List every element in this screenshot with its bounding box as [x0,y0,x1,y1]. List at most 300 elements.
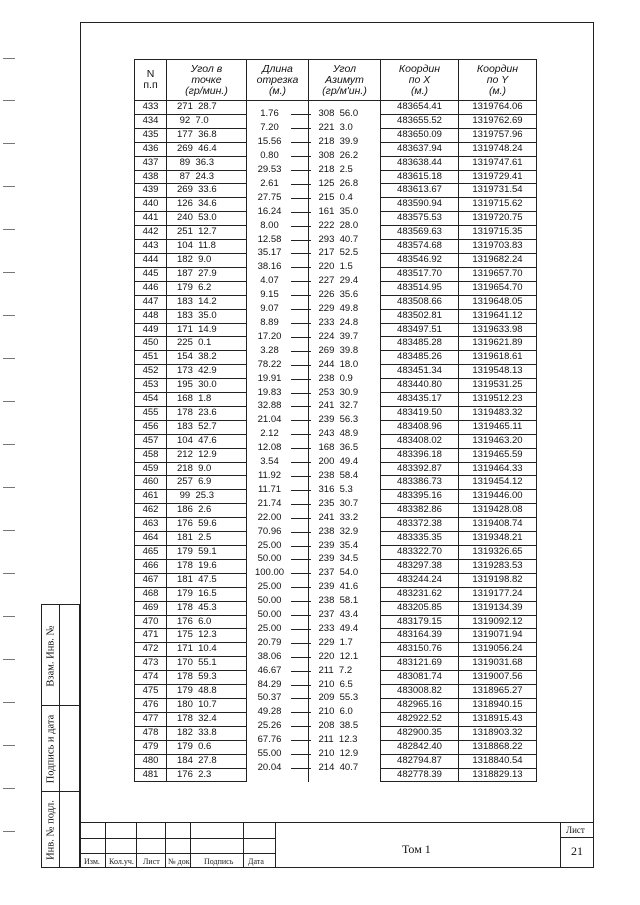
segment-azimuth: 227 29.4 [318,275,359,287]
segment-azimuth: 210 6.0 [318,706,353,718]
point-number: 457 [135,434,167,448]
segment-length: 21.04 [257,414,282,426]
segment-azimuth: 218 39.9 [318,136,359,148]
coord-y: 1319326.65 [459,546,537,560]
segment-azimuth: 238 58.1 [318,595,359,607]
point-number: 470 [135,615,167,629]
segment-length: 7.20 [260,122,279,134]
segment-tick [291,685,311,686]
segment-length: 78.22 [257,358,282,370]
segment-azimuth: 214 40.7 [318,762,359,773]
segment-azimuth: 217 52.5 [318,247,359,259]
point-number: 480 [135,754,167,768]
point-angle: 179 0.6 [167,740,247,754]
segment-tick [291,379,311,380]
coord-y: 1319512.23 [459,393,537,407]
point-angle: 179 6.2 [167,281,247,295]
segment-tick [291,476,311,477]
point-number: 463 [135,518,167,532]
segment-tick [291,281,311,282]
segment-length: 55.00 [257,748,282,760]
margin-mark [3,659,15,660]
segment-azimuth: 229 49.8 [318,303,359,315]
coord-x: 483485.26 [381,351,459,365]
point-number: 462 [135,504,167,518]
segment-length: 70.96 [257,525,282,537]
segment-azimuth: 316 5.3 [318,483,353,495]
coord-x: 483440.80 [381,379,459,393]
margin-mark [3,100,15,101]
margin-mark [3,444,15,445]
coord-x: 483613.67 [381,184,459,198]
segment-length: 50.00 [257,609,282,621]
segment-length: 67.76 [257,734,282,746]
segment-tick [291,532,311,533]
point-angle: 175 12.3 [167,629,247,643]
segment-tick [291,267,311,268]
segment-azimuth: 222 28.0 [318,219,359,231]
margin-mark [3,487,15,488]
segment-length: 11.92 [257,469,282,481]
tb-list: Лист [143,857,160,866]
point-number: 447 [135,295,167,309]
point-angle: 177 36.8 [167,128,247,142]
point-number: 441 [135,212,167,226]
segment-azimuth: 239 34.5 [318,553,359,565]
coord-x: 483638.44 [381,156,459,170]
col-header-n: N п.п [135,60,167,101]
coord-x: 483569.63 [381,226,459,240]
segment-length: 20.04 [257,762,282,773]
coord-x: 483395.16 [381,490,459,504]
coord-x: 483081.74 [381,671,459,685]
margin-mark [3,702,15,703]
point-angle: 92 7.0 [167,114,247,128]
segment-tick [291,462,311,463]
coord-y: 1319715.35 [459,226,537,240]
point-number: 454 [135,393,167,407]
point-angle: 240 53.0 [167,212,247,226]
point-angle: 104 47.6 [167,434,247,448]
coord-y: 1319757.96 [459,128,537,142]
point-angle: 178 59.3 [167,671,247,685]
coord-x: 483372.38 [381,518,459,532]
segment-tick [291,406,311,407]
coord-y: 1319465.59 [459,448,537,462]
point-number: 458 [135,448,167,462]
point-angle: 181 47.5 [167,573,247,587]
coord-x: 483654.41 [381,101,459,115]
segment-length: 38.06 [257,650,282,662]
point-angle: 269 33.6 [167,184,247,198]
segment-tick [291,226,311,227]
point-number: 450 [135,337,167,351]
segment-tick [291,559,311,560]
segment-tick [291,198,311,199]
coord-x: 483322.70 [381,546,459,560]
point-angle: 182 33.8 [167,726,247,740]
segment-azimuth: 235 30.7 [318,497,359,509]
point-angle: 181 2.5 [167,532,247,546]
margin-mark [3,229,15,230]
segment-tick [291,657,311,658]
point-angle: 176 6.0 [167,615,247,629]
point-number: 475 [135,685,167,699]
coord-x: 482965.16 [381,698,459,712]
segment-length: 50.00 [257,595,282,607]
coord-y: 1319483.32 [459,406,537,420]
point-angle: 178 32.4 [167,712,247,726]
coord-x: 483386.73 [381,476,459,490]
segment-azimuth: 226 35.6 [318,289,359,301]
point-angle: 183 52.7 [167,420,247,434]
point-angle: 187 27.9 [167,267,247,281]
coord-y: 1319703.83 [459,240,537,254]
segment-length: 19.91 [257,372,282,384]
coord-x: 483502.81 [381,309,459,323]
segment-length: 0.80 [260,150,279,162]
segment-length: 17.20 [257,330,282,342]
segment-azimuth: 221 3.0 [318,122,353,134]
coord-y: 1319134.39 [459,601,537,615]
segment-tick [291,518,311,519]
margin-mark [3,58,15,59]
segment-tick [291,573,311,574]
coord-x: 483485.28 [381,337,459,351]
coord-x: 483297.38 [381,559,459,573]
coord-x: 483575.53 [381,212,459,226]
margin-mark [3,401,15,402]
segment-tick [291,546,311,547]
segment-tick [291,740,311,741]
tb-page-number: 21 [571,844,583,858]
point-number: 456 [135,420,167,434]
coord-x: 483179.15 [381,615,459,629]
segment-azimuth: 239 56.3 [318,414,359,426]
point-angle: 178 45.3 [167,601,247,615]
segment-azimuth: 243 48.9 [318,428,359,440]
segment-length: 4.07 [260,275,279,287]
point-number: 460 [135,476,167,490]
coord-x: 483244.24 [381,573,459,587]
segment-azimuth: 220 12.1 [318,650,359,662]
segment-azimuth: 210 6.5 [318,678,353,690]
coord-y: 1319071.94 [459,629,537,643]
coord-x: 483655.52 [381,114,459,128]
point-number: 473 [135,657,167,671]
segment-azimuth: 168 36.5 [318,442,359,454]
coord-y: 1319747.61 [459,156,537,170]
margin-mark [3,315,15,316]
point-number: 443 [135,240,167,254]
coord-y: 1319454.12 [459,476,537,490]
segment-tick [291,615,311,616]
segment-azimuth: 238 32.9 [318,525,359,537]
segment-tick [291,434,311,435]
point-number: 459 [135,462,167,476]
margin-mark [3,745,15,746]
coord-y: 1319198.82 [459,573,537,587]
coord-y: 1318940.15 [459,698,537,712]
coord-y: 1319720.75 [459,212,537,226]
table-header-row [135,60,537,101]
point-number: 438 [135,170,167,184]
col-header-angle: Угол в точке (гр/мин.) [167,60,247,101]
segment-azimuth: 218 2.5 [318,164,353,176]
segment-tick [291,170,311,171]
point-angle: 171 14.9 [167,323,247,337]
side-box-podpis [41,706,80,792]
coord-x: 483615.18 [381,170,459,184]
segment-tick [291,295,311,296]
segment-length: 11.71 [257,483,282,495]
segment-length: 38.16 [257,261,282,273]
coord-x: 483514.95 [381,281,459,295]
segment-length: 84.29 [257,678,282,690]
coord-y: 1319657.70 [459,267,537,281]
point-number: 451 [135,351,167,365]
coord-y: 1319177.24 [459,587,537,601]
segment-azimuth: 239 35.4 [318,539,359,551]
segment-tick [291,754,311,755]
side-label-podpis: Подпись и дата [45,714,57,784]
segment-tick [291,504,311,505]
point-number: 461 [135,490,167,504]
coord-y: 1318965.27 [459,685,537,699]
coord-y: 1319348.21 [459,532,537,546]
segment-length: 32.88 [257,400,282,412]
point-angle: 182 9.0 [167,253,247,267]
segment-tick [291,643,311,644]
segment-azimuth: 237 54.0 [318,567,359,579]
coord-x: 482778.39 [381,768,459,782]
segment-length: 9.15 [260,289,279,301]
coord-y: 1319092.12 [459,615,537,629]
margin-mark [3,788,15,789]
coord-x: 482922.52 [381,712,459,726]
coord-x: 483574.68 [381,240,459,254]
segment-azimuth: 239 41.6 [318,581,359,593]
point-angle: 170 55.1 [167,657,247,671]
coord-y: 1319682.24 [459,253,537,267]
point-number: 479 [135,740,167,754]
point-number: 436 [135,142,167,156]
segment-tick [291,309,311,310]
segment-length: 12.58 [257,233,282,245]
coord-x: 483164.39 [381,629,459,643]
coord-x: 483435.17 [381,393,459,407]
point-angle: 269 46.4 [167,142,247,156]
point-number: 455 [135,406,167,420]
margin-mark [3,272,15,273]
segment-azimuth: 200 49.4 [318,456,359,468]
col-header-y: Координ по Y (м.) [459,60,537,101]
point-number: 446 [135,281,167,295]
coord-y: 1319465.11 [459,420,537,434]
point-number: 444 [135,253,167,267]
segment-length: 27.75 [257,191,282,203]
segment-length: 1.76 [260,108,279,120]
point-angle: 104 11.8 [167,240,247,254]
segment-length: 49.28 [257,706,282,718]
segment-azimuth: 125 26.8 [318,177,359,189]
point-angle: 183 35.0 [167,309,247,323]
coord-x: 483419.50 [381,406,459,420]
segment-length: 15.56 [257,136,282,148]
point-number: 435 [135,128,167,142]
coord-x: 483408.02 [381,434,459,448]
point-angle: 176 2.3 [167,768,247,782]
point-angle: 154 38.2 [167,351,247,365]
segment-azimuth: 215 0.4 [318,191,353,203]
segment-tick [291,601,311,602]
segment-tick [291,253,311,254]
segment-tick [291,114,311,115]
coord-y: 1319618.61 [459,351,537,365]
point-angle: 178 19.6 [167,559,247,573]
segment-azimuth: 209 55.3 [318,692,359,704]
coord-y: 1319056.24 [459,643,537,657]
point-angle: 99 25.3 [167,490,247,504]
coord-y: 1319748.24 [459,142,537,156]
segment-length: 3.54 [260,456,279,468]
point-number: 468 [135,587,167,601]
point-angle: 225 0.1 [167,337,247,351]
segment-tick [291,184,311,185]
segment-tick [291,629,311,630]
coord-y: 1318915.43 [459,712,537,726]
point-number: 472 [135,643,167,657]
point-angle: 195 30.0 [167,379,247,393]
coord-x: 483408.96 [381,420,459,434]
segment-tick [291,587,311,588]
coord-x: 483382.86 [381,504,459,518]
point-angle: 183 14.2 [167,295,247,309]
segment-tick [291,393,311,394]
point-angle: 126 34.6 [167,198,247,212]
point-number: 437 [135,156,167,170]
point-angle: 212 12.9 [167,448,247,462]
point-number: 440 [135,198,167,212]
segment-tick [291,156,311,157]
segment-tick [291,712,311,713]
segment-length: 25.00 [257,622,282,634]
tb-izm: Изм. [84,857,100,866]
coord-x: 483650.09 [381,128,459,142]
coord-y: 1319007.56 [459,671,537,685]
segment-length: 8.00 [260,219,279,231]
point-number: 434 [135,114,167,128]
margin-mark [3,616,15,617]
coord-y: 1318903.32 [459,726,537,740]
segment-tick [291,768,311,769]
point-angle: 178 23.6 [167,406,247,420]
margin-mark [3,143,15,144]
coord-x: 483451.34 [381,365,459,379]
side-box-inv [41,792,80,868]
point-angle: 179 16.5 [167,587,247,601]
segment-tick [291,240,311,241]
segment-length: 50.00 [257,553,282,565]
segment-azimuth: 211 12.3 [318,734,358,746]
coord-y: 1318829.13 [459,768,537,782]
coord-x: 482842.40 [381,740,459,754]
coord-x: 483396.18 [381,448,459,462]
segment-length: 100.00 [254,567,285,579]
point-number: 466 [135,559,167,573]
coord-x: 483637.94 [381,142,459,156]
segment-length: 12.08 [257,442,282,454]
coord-y: 1319463.20 [459,434,537,448]
point-number: 439 [135,184,167,198]
point-number: 433 [135,101,167,115]
segment-length: 20.79 [257,636,282,648]
point-number: 452 [135,365,167,379]
segment-azimuth: 233 24.8 [318,317,359,328]
segment-length: 46.67 [257,664,282,676]
point-number: 467 [135,573,167,587]
segment-azimuth: 161 35.0 [318,205,359,217]
segment-tick [291,323,311,324]
point-angle: 179 59.1 [167,546,247,560]
segment-tick [291,671,311,672]
coord-x: 483508.66 [381,295,459,309]
tb-list-header: Лист [566,825,585,835]
tb-ndok: № док. [168,857,192,866]
segment-azimuth: 238 0.9 [318,372,353,384]
coord-y: 1319531.25 [459,379,537,393]
coord-y: 1318840.54 [459,754,537,768]
segment-tick [291,142,311,143]
point-angle: 184 27.8 [167,754,247,768]
point-number: 471 [135,629,167,643]
segment-tick [291,490,311,491]
segment-tick [291,128,311,129]
coord-y: 1319031.68 [459,657,537,671]
point-angle: 89 36.3 [167,156,247,170]
coord-x: 483590.94 [381,198,459,212]
coord-x: 483231.62 [381,587,459,601]
margin-mark [3,573,15,574]
point-angle: 173 42.9 [167,365,247,379]
col-header-x: Координ по X (м.) [381,60,459,101]
col-header-length: Длина отрезка (м.) [247,60,309,101]
coord-y: 1319729.41 [459,170,537,184]
coord-y: 1319428.08 [459,504,537,518]
tb-data: Дата [248,857,264,866]
segment-length: 8.89 [260,317,279,328]
point-number: 469 [135,601,167,615]
segment-tick [291,365,311,366]
coord-y: 1318868.22 [459,740,537,754]
segment-tick [291,726,311,727]
coord-x: 483497.51 [381,323,459,337]
segment-tick [291,212,311,213]
point-angle: 180 10.7 [167,698,247,712]
segment-azimuth: 293 40.7 [318,233,359,245]
segment-length: 25.26 [257,720,282,732]
coord-x: 483392.87 [381,462,459,476]
segment-azimuth: 308 26.2 [318,150,359,162]
segment-azimuth: 241 33.2 [318,511,359,523]
coord-y: 1319408.74 [459,518,537,532]
margin-mark [3,530,15,531]
point-number: 478 [135,726,167,740]
coord-x: 482900.35 [381,726,459,740]
side-label-vzam: Взам. Инв. № [45,625,57,687]
segment-length: 9.07 [260,303,279,315]
segment-azimuth: 233 49.4 [318,622,359,634]
